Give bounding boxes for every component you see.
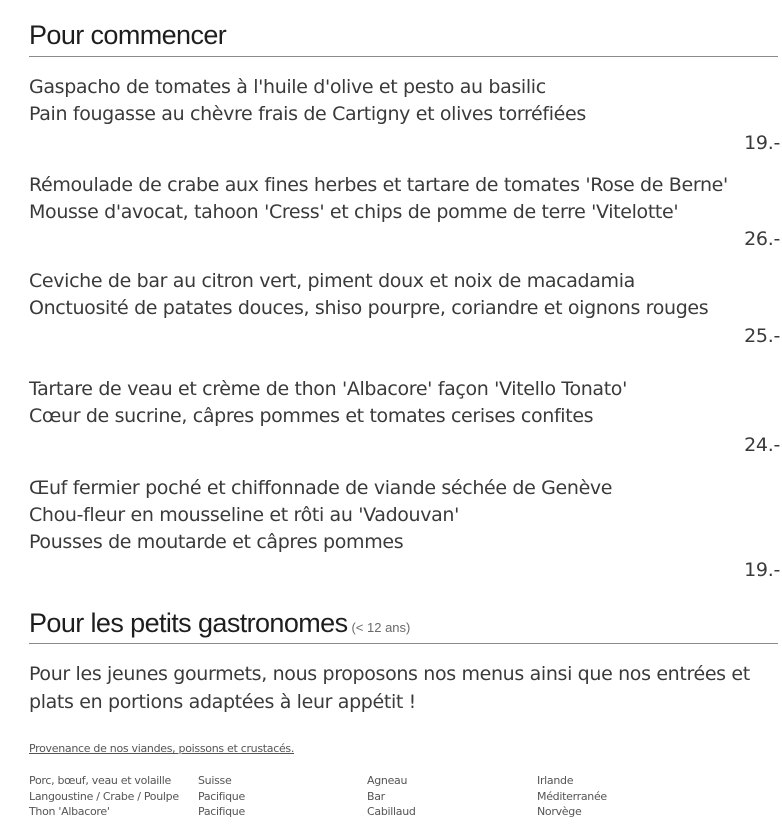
menu-item xyxy=(29,268,782,322)
origins-column-products xyxy=(29,773,179,820)
menu-item xyxy=(29,475,782,556)
dish-price: 19.- xyxy=(744,132,780,154)
dish-description-line: Cœur de sucrine, câpres pommes et tomates cerises confites xyxy=(29,405,594,427)
dish-price: 25.- xyxy=(744,325,780,347)
origin-country: Méditerranée xyxy=(537,789,607,803)
dish-description-line: Gaspacho de tomates à l'huile d'olive et pesto au basilic xyxy=(29,76,546,98)
origin-country: Pacifique xyxy=(198,789,245,803)
dish-price: 19.- xyxy=(744,559,780,581)
origins-column-countries xyxy=(537,773,607,820)
age-note: (< 12 ans) xyxy=(351,620,411,635)
section-title-kids-text: Pour les petits gastronomes xyxy=(29,608,348,638)
kids-intro-text: Pour les jeunes gourmets, nous proposons nos menus ainsi que nos entrées et plats en portions adaptées à leur appétit ! xyxy=(29,663,750,713)
origin-product: Langoustine / Crabe / Poulpe xyxy=(29,789,179,803)
section-title-starters: Pour commencer xyxy=(29,20,227,50)
origin-country: Norvège xyxy=(537,805,582,818)
origin-product: Bar xyxy=(367,789,385,803)
dish-description-line: Pousses de moutarde et câpres pommes xyxy=(29,531,404,553)
menu-item xyxy=(29,172,782,226)
section-title-kids xyxy=(29,608,410,639)
dish-description-line: Onctuosité de patates douces, shiso pourpre, coriandre et oignons rouges xyxy=(29,297,709,319)
dish-description-line: Tartare de veau et crème de thon 'Albacore' façon 'Vitello Tonato' xyxy=(29,378,627,400)
origin-country: Irlande xyxy=(537,774,574,787)
origins-column-countries xyxy=(198,773,245,820)
menu-item xyxy=(29,74,782,128)
dish-price: 26.- xyxy=(744,228,780,250)
origin-product: Thon 'Albacore' xyxy=(29,805,110,818)
dish-description-line: Ceviche de bar au citron vert, piment doux et noix de macadamia xyxy=(29,270,635,292)
origin-product: Cabillaud xyxy=(367,805,416,818)
dish-price: 24.- xyxy=(744,434,780,456)
dish-description-line: Pain fougasse au chèvre frais de Cartigny et olives torréfiées xyxy=(29,103,586,125)
dish-description-line: Mousse d'avocat, tahoon 'Cress' et chips de pomme de terre 'Vitelotte' xyxy=(29,201,679,223)
dish-description-line: Rémoulade de crabe aux fines herbes et tartare de tomates 'Rose de Berne' xyxy=(29,174,728,196)
origins-column-products xyxy=(367,773,416,820)
origin-country: Pacifique xyxy=(198,805,245,818)
section-divider xyxy=(29,56,778,57)
section-divider xyxy=(29,643,778,644)
menu-item xyxy=(29,376,782,430)
origin-product: Agneau xyxy=(367,774,408,787)
origin-product: Porc, bœuf, veau et volaille xyxy=(29,774,172,787)
origin-country: Suisse xyxy=(198,774,232,787)
dish-description-line: Œuf fermier poché et chiffonnade de viande séchée de Genève xyxy=(29,477,613,499)
dish-description-line: Chou-fleur en mousseline et rôti au 'Vadouvan' xyxy=(29,504,460,526)
origins-heading: Provenance de nos viandes, poissons et crustacés. xyxy=(29,742,295,755)
